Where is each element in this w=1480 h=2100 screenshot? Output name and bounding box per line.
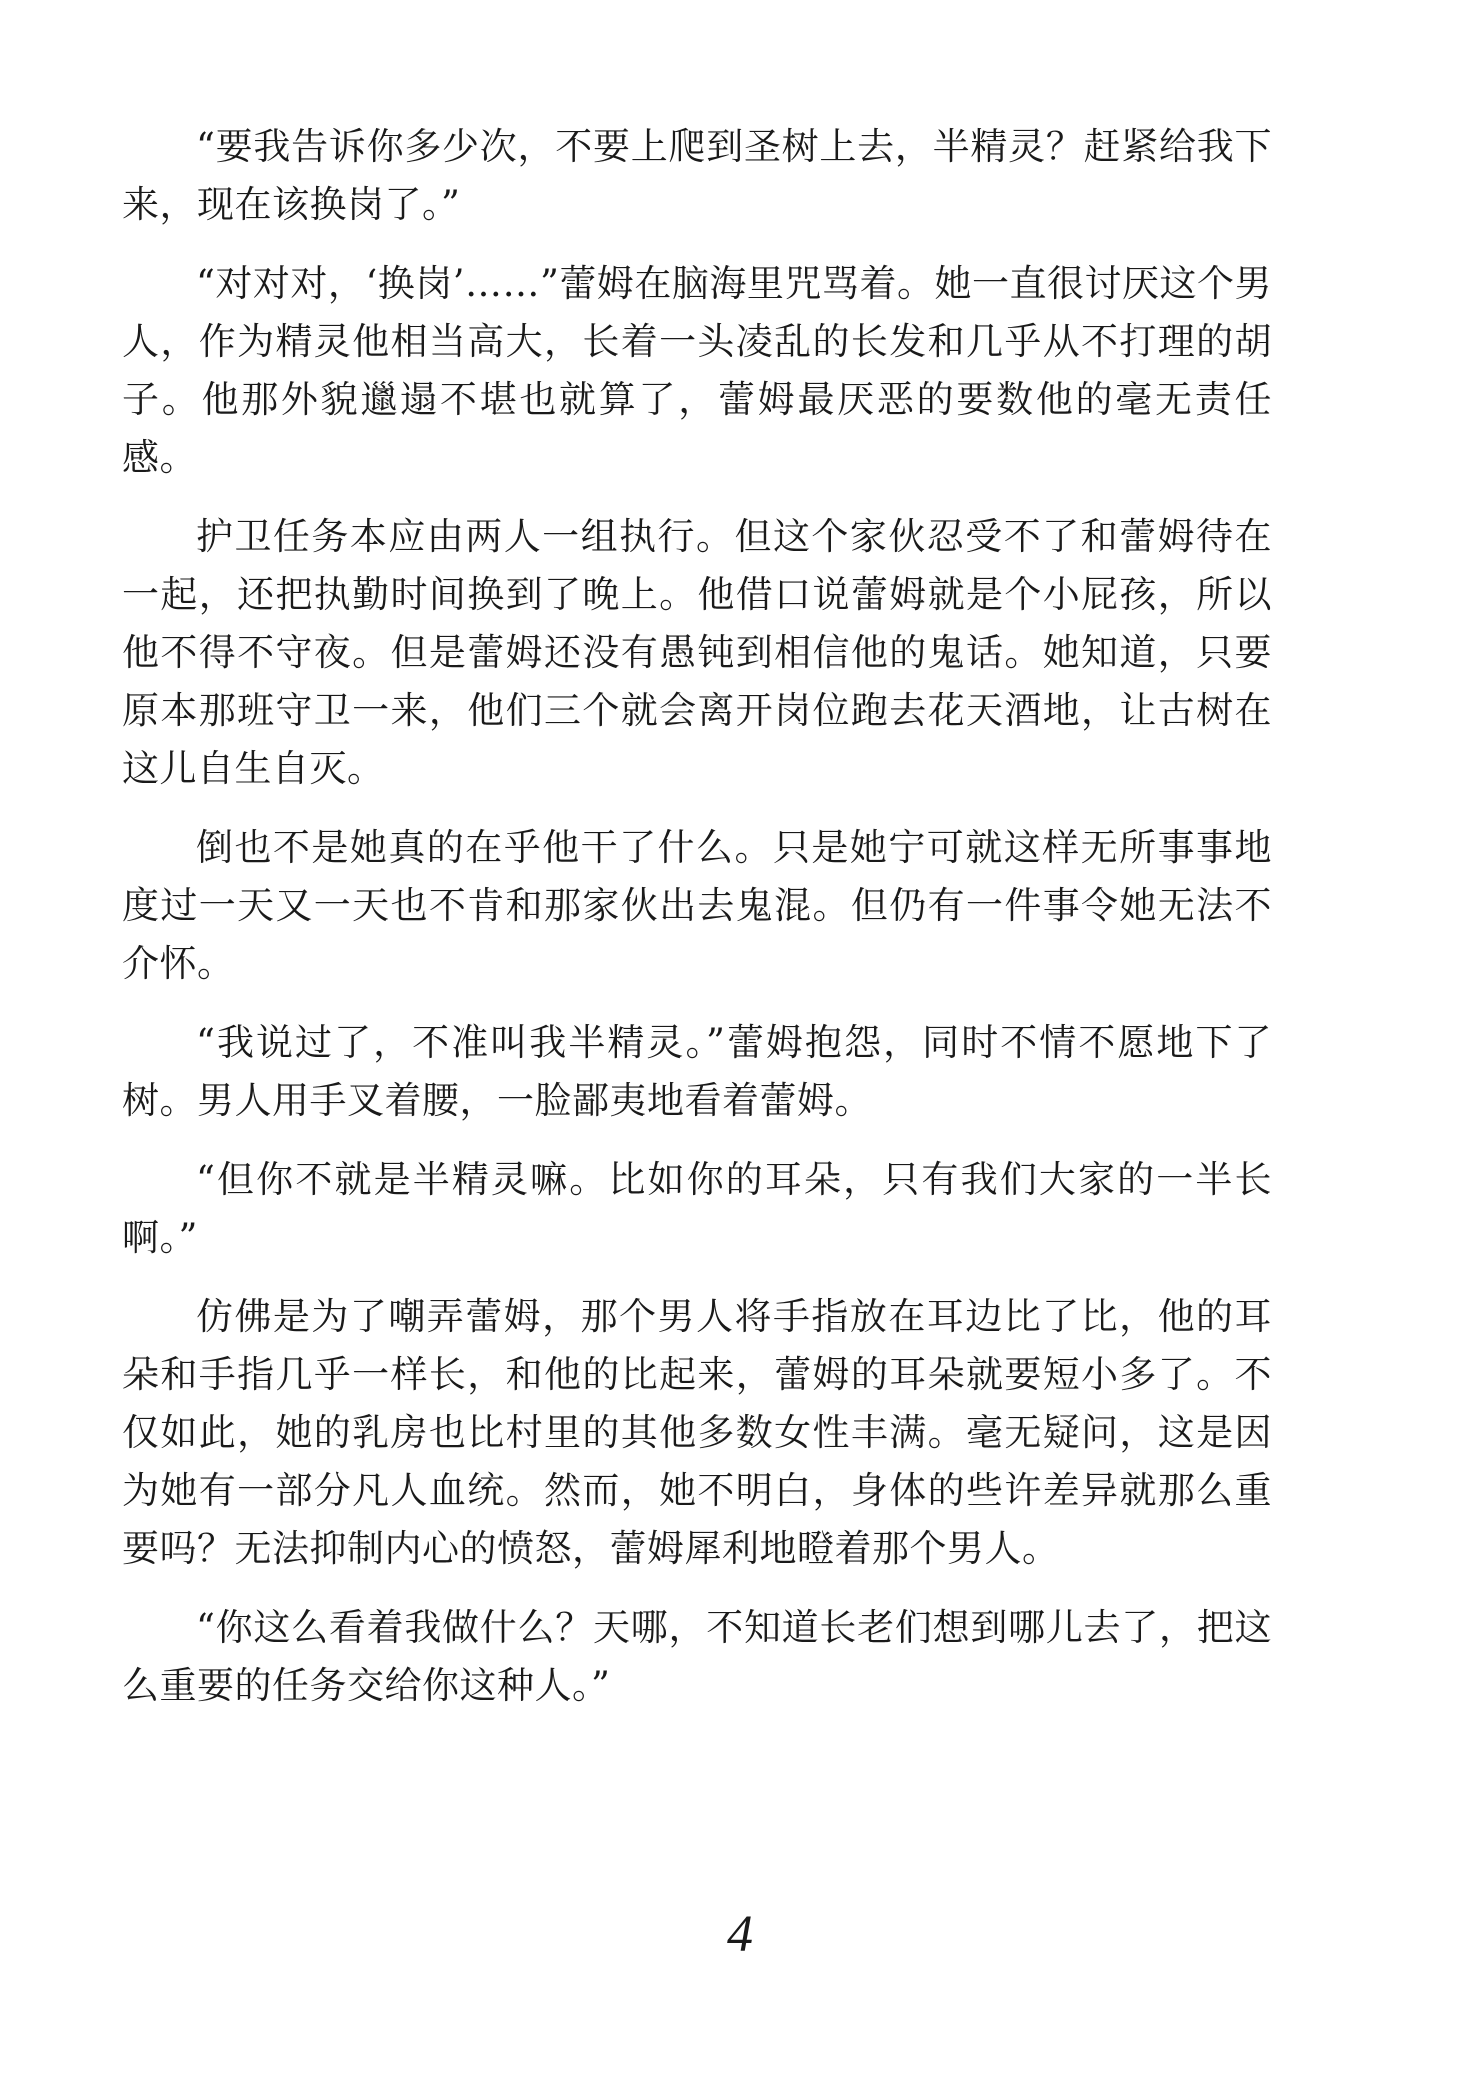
paragraph-5: “我说过了，不准叫我半精灵。”蕾姆抱怨，同时不情不愿地下了树。男人用手叉着腰，一脸鄙夷地看着蕾姆。 <box>122 1021 1272 1122</box>
paragraph-6: “但你不就是半精灵嘛。比如你的耳朵，只有我们大家的一半长啊。” <box>122 1158 1272 1259</box>
page-number: 4 <box>727 1906 753 1963</box>
body-text <box>122 118 1272 1736</box>
paragraph-1: “要我告诉你多少次，不要上爬到圣树上去，半精灵？赶紧给我下来，现在该换岗了。” <box>122 125 1272 226</box>
paragraph-7: 仿佛是为了嘲弄蕾姆，那个男人将手指放在耳边比了比，他的耳朵和手指几乎一样长，和他的比起来，蕾姆的耳朵就要短小多了。不仅如此，她的乳房也比村里的其他多数女性丰满。毫无疑问，这是因为她有一部分凡人血统。然而，她不明白，身体的些许差异就那么重要吗？无法抑制内心的愤怒，蕾姆犀利地瞪着那个男人。 <box>122 1295 1272 1570</box>
paragraph-3: 护卫任务本应由两人一组执行。但这个家伙忍受不了和蕾姆待在一起，还把执勤时间换到了晚上。他借口说蕾姆就是个小屁孩，所以他不得不守夜。但是蕾姆还没有愚钝到相信他的鬼话。她知道，只要原本那班守卫一来，他们三个就会离开岗位跑去花天酒地，让古树在这儿自生自灭。 <box>122 515 1272 790</box>
paragraph-4: 倒也不是她真的在乎他干了什么。只是她宁可就这样无所事事地度过一天又一天也不肯和那家伙出去鬼混。但仍有一件事令她无法不介怀。 <box>122 826 1272 985</box>
paragraph-2: “对对对，‘换岗’……”蕾姆在脑海里咒骂着。她一直很讨厌这个男人，作为精灵他相当高大，长着一头凌乱的长发和几乎从不打理的胡子。他那外貌邋遢不堪也就算了，蕾姆最厌恶的要数他的毫无责任感。 <box>122 262 1272 479</box>
paragraph-8: “你这么看着我做什么？天哪，不知道长老们想到哪儿去了，把这么重要的任务交给你这种人。” <box>122 1606 1272 1707</box>
